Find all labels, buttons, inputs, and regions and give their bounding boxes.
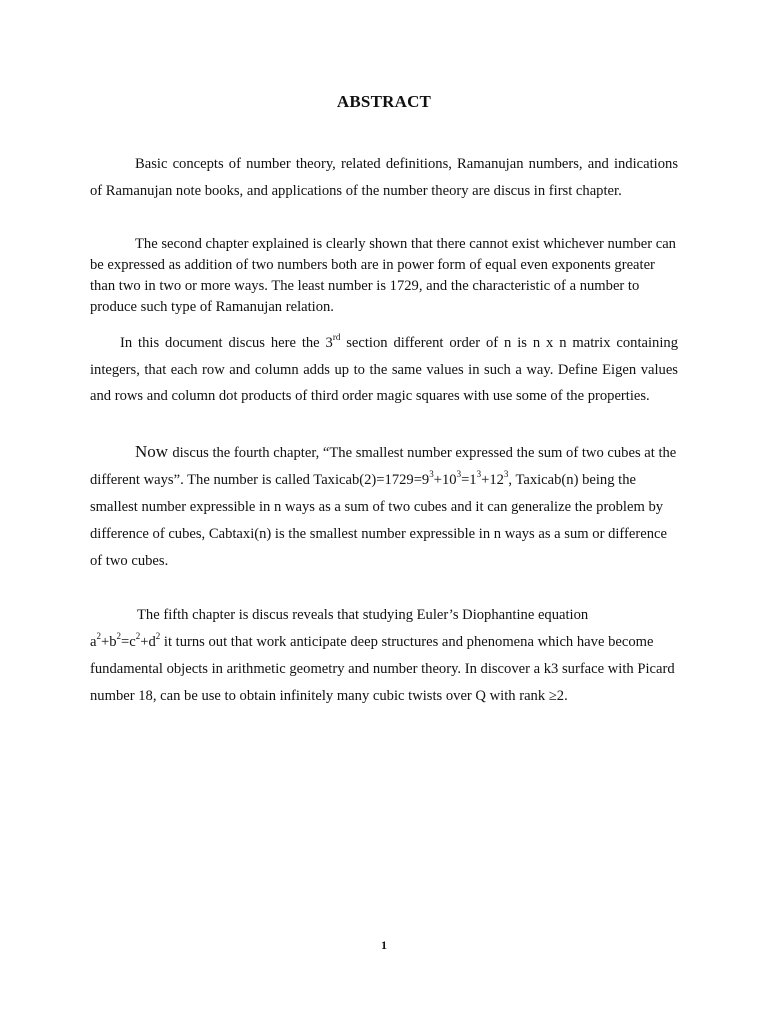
p4-text-3: =1 xyxy=(461,472,477,488)
p4-sup-4: 3 xyxy=(503,469,509,480)
p5-body xyxy=(90,629,678,710)
paragraph-chapter-4 xyxy=(90,438,678,575)
p5-eq-sup-4: 2 xyxy=(155,631,161,642)
p4-text-1: discus the fourth chapter, “The smallest number expressed the sum of two cubes at the different ways”. The number is called Taxicab(2)=1729=9 xyxy=(90,445,677,488)
paragraph-chapter-5 xyxy=(90,602,678,710)
p4-sup-2: 3 xyxy=(456,469,462,480)
p5-eq-sup-1: 2 xyxy=(96,631,101,642)
page-number: 1 xyxy=(381,938,387,952)
paragraph-chapter-1: Basic concepts of number theory, related definitions, Ramanujan numbers, and indications of Ramanujan note books, and applications of the number theory are discus in first chapter. xyxy=(90,156,678,199)
p4-text-5: , Taxicab(n) being the smallest number expressible in n ways as a sum of two cubes and it can generalize the problem by difference of cubes, Cabtaxi(n) is the smallest number expressible in n ways as a sum or difference of two cubes. xyxy=(90,472,667,569)
p5-rest: it turns out that work anticipate deep structures and phenomena which have become fundamental objects in arithmetic geometry and number theory. In discover a k3 surface with Picard number 18, can be use to obtain infinitely many cubic twists over Q with rank ≥2. xyxy=(90,634,675,704)
p5-eq-3: =c xyxy=(121,634,136,650)
p4-sup-1: 3 xyxy=(429,469,434,480)
paragraph-chapter-2: The second chapter explained is clearly shown that there cannot exist whichever number can be expressed as addition of two numbers both are in power form of equal even exponents greater than two in two or more ways. The least number is 1729, and the characteristic of a number to produce such type of Ramanujan relation. xyxy=(90,236,676,315)
p5-intro: The fifth chapter is discus reveals that studying Euler’s Diophantine equation xyxy=(137,607,589,623)
p4-text-4: +12 xyxy=(481,472,504,488)
p5-eq-4: +d xyxy=(140,634,156,650)
p5-eq-1: a xyxy=(90,634,97,650)
p5-eq-sup-2: 2 xyxy=(116,631,122,642)
p4-sup-3: 3 xyxy=(476,469,482,480)
p5-eq-sup-3: 2 xyxy=(135,631,141,642)
p3-text-before: In this document discus here the 3 xyxy=(120,335,333,351)
p3-text-after: section different order of n is n x n matrix containing integers, that each row and column adds up to the same values in such a way. Define Eigen values and rows and column dot products of third order magic squares with use some of the properties. xyxy=(90,335,678,404)
p4-now: Now xyxy=(135,442,173,461)
abstract-heading: ABSTRACT xyxy=(336,92,432,111)
p3-superscript: rd xyxy=(332,332,341,343)
p5-eq-2: +b xyxy=(100,634,117,650)
paragraph-chapter-3 xyxy=(90,330,678,410)
p4-text-2: +10 xyxy=(433,472,457,488)
